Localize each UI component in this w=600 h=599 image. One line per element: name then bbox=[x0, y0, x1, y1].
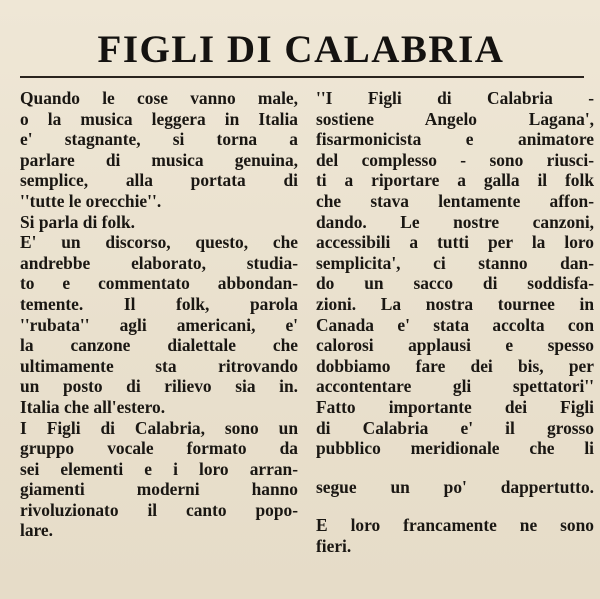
right-line: del complesso - sono riusci- bbox=[316, 149, 594, 170]
paragraph-gap bbox=[316, 459, 594, 477]
right-line: zioni. La nostra tournee in bbox=[316, 293, 594, 314]
left-line: gruppo vocale formato da bbox=[20, 438, 298, 459]
left-line: rivoluzionato il canto popo- bbox=[20, 499, 298, 520]
left-line: la canzone dialettale che bbox=[20, 335, 298, 356]
right-line: accontentare gli spettatori'' bbox=[316, 376, 594, 397]
right-line: dobbiamo fare dei bis, per bbox=[316, 355, 594, 376]
left-line: ''rubata'' agli americani, e' bbox=[20, 314, 298, 335]
left-line: un posto di rilievo sia in. bbox=[20, 376, 298, 397]
right-line: fieri. bbox=[316, 535, 352, 556]
left-line: parlare di musica genuina, bbox=[20, 149, 298, 170]
right-line: che stava lentamente affon- bbox=[316, 190, 594, 211]
right-line: do un sacco di soddisfa- bbox=[316, 273, 594, 294]
left-line: to e commentato abbondan- bbox=[20, 273, 298, 294]
left-line: Si parla di folk. bbox=[20, 211, 136, 232]
right-line: di Calabria e' il grosso bbox=[316, 417, 594, 438]
left-line: e' stagnante, si torna a bbox=[20, 129, 298, 150]
right-line: fisarmonicista e animatore bbox=[316, 129, 594, 150]
title-rule bbox=[20, 76, 584, 78]
left-line: E' un discorso, questo, che bbox=[20, 232, 298, 253]
left-column bbox=[20, 88, 298, 541]
left-line: andrebbe elaborato, studia- bbox=[20, 252, 298, 273]
left-line: I Figli di Calabria, sono un bbox=[20, 417, 298, 438]
left-line: Quando le cose vanno male, bbox=[20, 88, 298, 108]
right-line: E loro francamente ne sono bbox=[316, 515, 594, 536]
article-title: FIGLI DI CALABRIA bbox=[97, 28, 505, 71]
left-line: giamenti moderni hanno bbox=[20, 479, 298, 500]
right-line: ''I Figli di Calabria - bbox=[316, 88, 594, 108]
right-line: Canada e' stata accolta con bbox=[316, 314, 594, 335]
left-line: temente. Il folk, parola bbox=[20, 293, 298, 314]
paragraph-gap bbox=[316, 497, 594, 515]
right-column bbox=[316, 88, 594, 556]
right-line: ti a riportare a galla il folk bbox=[316, 170, 594, 191]
left-line: sei elementi e i loro arran- bbox=[20, 458, 298, 479]
right-line: sostiene Angelo Lagana', bbox=[316, 108, 594, 129]
left-line: o la musica leggera in Italia bbox=[20, 108, 298, 129]
right-line: semplicita', ci stanno dan- bbox=[316, 252, 594, 273]
right-line: segue un po' dappertutto. bbox=[316, 476, 594, 497]
right-line: pubblico meridionale che li bbox=[316, 438, 594, 459]
left-line: semplice, alla portata di bbox=[20, 170, 298, 191]
left-line: lare. bbox=[20, 520, 53, 541]
right-line: dando. Le nostre canzoni, bbox=[316, 211, 594, 232]
right-line: calorosi applausi e spesso bbox=[316, 335, 594, 356]
right-line: accessibili a tutti per la loro bbox=[316, 232, 594, 253]
left-line: Italia che all'estero. bbox=[20, 396, 166, 417]
right-line: Fatto importante dei Figli bbox=[316, 396, 594, 417]
left-line: ultimamente sta ritrovando bbox=[20, 355, 298, 376]
left-line: ''tutte le orecchie''. bbox=[20, 190, 162, 211]
